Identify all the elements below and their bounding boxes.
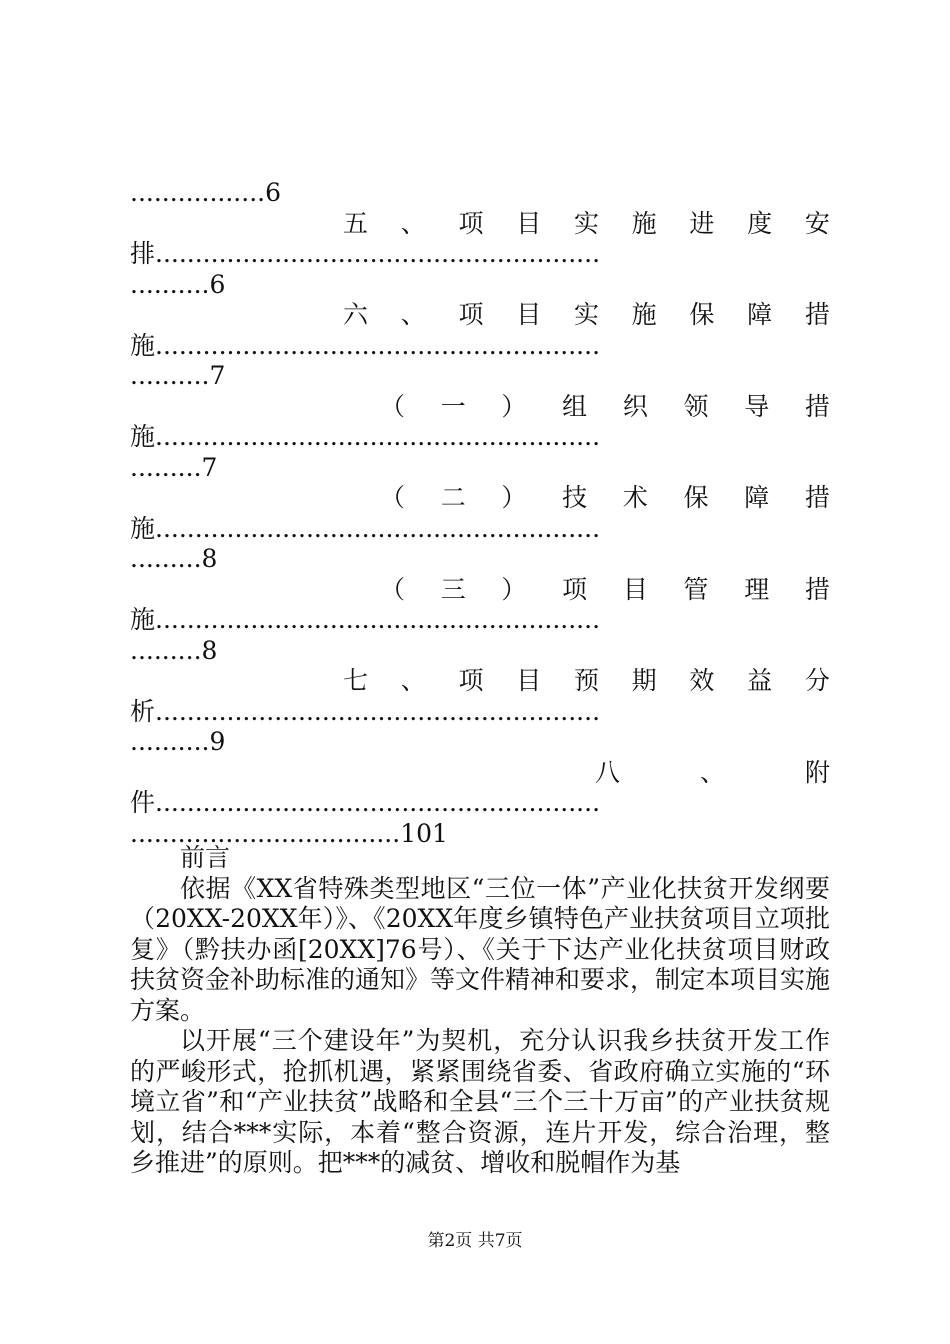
toc-title-char: 措	[804, 300, 830, 329]
toc-leader-line: .................6	[130, 178, 282, 207]
toc-title-char: 三	[440, 574, 466, 604]
toc-page-number: .........8	[130, 635, 218, 665]
toc-title-char: ）	[501, 483, 527, 512]
toc-title-char: 度	[747, 208, 773, 238]
toc-entry-7-title[interactable]	[343, 666, 830, 697]
toc-title-char: 措	[804, 483, 830, 512]
toc-title-char: 技	[562, 483, 588, 512]
toc-title-char: 项	[458, 208, 484, 238]
toc-title-char: 措	[804, 574, 830, 604]
toc-title-char: 目	[516, 300, 542, 329]
toc-title-char: 术	[622, 483, 648, 512]
toc-title-char: 目	[622, 574, 648, 604]
toc-title-char: （	[380, 574, 406, 604]
toc-title-char: 障	[744, 483, 770, 512]
toc-title-char: 八	[595, 757, 621, 787]
toc-title-char: 期	[631, 666, 657, 695]
toc-page-number: .........7	[130, 452, 218, 482]
toc-title-char: 安	[804, 208, 830, 238]
toc-title-char: 领	[683, 391, 709, 421]
toc-title-char: 项	[562, 574, 588, 604]
table-of-contents	[130, 178, 830, 849]
toc-title-char: 项	[458, 666, 484, 695]
toc-title-char: 、	[400, 300, 426, 329]
toc-title-char: ）	[501, 391, 527, 421]
toc-title-char: 二	[440, 483, 466, 512]
toc-entry-6-2-title[interactable]	[380, 483, 830, 514]
toc-title-char: 六	[343, 300, 369, 329]
toc-title-char: 施	[631, 208, 657, 238]
toc-leader-line: 析........................................................	[130, 696, 601, 726]
toc-title-char: 导	[744, 391, 770, 421]
toc-page-number: ..................................101	[130, 818, 448, 848]
paragraph: 以开展“三个建设年”为契机，充分认识我乡扶贫开发工作的严峻形式，抢抓机遇，紧紧围绕省委、省政府确立实施的“环境立省”和“产业扶贫”战略和全县“三个三十万亩”的产业扶贫规划，结合***实际，本着“整合资源，连片开发，综合治理，整乡推进”的原则。把***的减贫、增收和脱帽作为基	[130, 1026, 830, 1177]
toc-leader-line: 施........................................................	[130, 422, 601, 451]
toc-title-char: 目	[516, 666, 542, 695]
toc-title-char: 保	[683, 483, 709, 512]
toc-leader-line: 件........................................................	[130, 788, 601, 817]
toc-title-char: 一	[440, 391, 466, 421]
toc-title-char: 目	[516, 208, 542, 238]
toc-title-char: 组	[562, 391, 588, 421]
toc-title-char: 进	[689, 208, 715, 238]
toc-leader-line: 施........................................................	[130, 330, 601, 360]
page-footer: 第2页 共7页	[427, 1231, 523, 1251]
toc-title-char: 实	[573, 300, 599, 329]
toc-leader-line: 排........................................................	[130, 239, 601, 268]
toc-title-char: 实	[573, 208, 599, 238]
toc-entry-5-title[interactable]	[343, 209, 830, 240]
toc-entry-6-title[interactable]	[343, 300, 830, 331]
toc-title-char: 措	[804, 391, 830, 421]
toc-entry-6-3-title[interactable]	[380, 575, 830, 606]
toc-title-char: 附	[804, 757, 830, 787]
toc-title-char: 保	[689, 300, 715, 329]
toc-title-char: 效	[689, 666, 715, 695]
toc-title-char: 预	[573, 666, 599, 695]
toc-title-char: 障	[747, 300, 773, 329]
toc-page-number: ..........9	[130, 727, 226, 756]
toc-title-char: 项	[458, 300, 484, 329]
toc-title-char: 、	[400, 666, 426, 695]
toc-title-char: （	[380, 391, 406, 421]
toc-title-char: 理	[744, 574, 770, 604]
toc-title-char: 益	[747, 666, 773, 695]
toc-title-char: （	[380, 483, 406, 512]
toc-leader-line: 施........................................................	[130, 513, 601, 543]
section-heading: 前言	[180, 843, 231, 872]
toc-title-char: 管	[683, 574, 709, 604]
toc-page-number: ..........7	[130, 361, 226, 390]
toc-page-number: .........8	[130, 544, 218, 573]
toc-entry-6-1-title[interactable]	[380, 392, 830, 423]
toc-title-char: 五	[343, 208, 369, 238]
toc-title-char: 、	[699, 757, 725, 787]
toc-title-char: 七	[343, 666, 369, 695]
toc-entry-8-title[interactable]	[595, 758, 830, 789]
toc-title-char: 施	[631, 300, 657, 329]
toc-title-char: 、	[400, 208, 426, 238]
toc-leader-line: 施........................................................	[130, 605, 601, 634]
toc-title-char: 分	[804, 666, 830, 695]
paragraph: 依据《XX省特殊类型地区“三位一体”产业化扶贫开发纲要（20XX-20XX年）》、《20XX年度乡镇特色产业扶贫项目立项批复》（黔扶办函[20XX]76号）、《关于下达产业化扶贫项目财政扶贫资金补助标准的通知》等文件精神和要求，制定本项目实施方案。	[130, 873, 831, 1025]
toc-title-char: ）	[501, 574, 527, 604]
toc-title-char: 织	[622, 391, 648, 421]
document-body	[130, 843, 830, 1179]
toc-page-number: ..........6	[130, 269, 226, 299]
